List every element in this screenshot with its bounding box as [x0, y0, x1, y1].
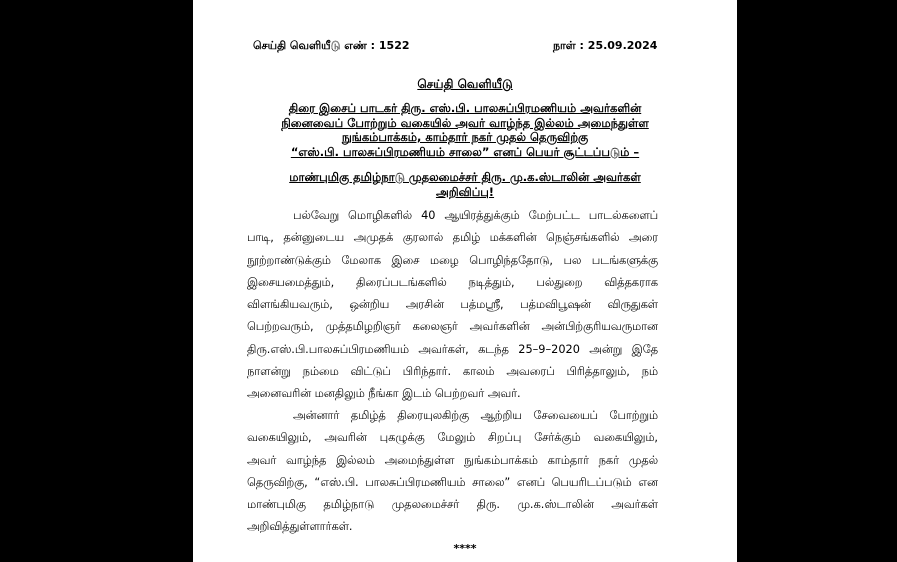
release-date: நாள் : 25.09.2024 [553, 39, 658, 52]
release-number: செய்தி வெளியீடு எண் : 1522 [253, 39, 410, 52]
paragraph-line: அன்னார் தமிழ்த் திரையுலகிற்கு ஆற்றிய சேவையைப் போற்றும் [293, 409, 658, 422]
paragraph-line: அவர் வாழ்ந்த இல்லம் அமைந்துள்ள நுங்கம்பாக்கம் காம்தார் நகர் முதல் [247, 453, 658, 467]
announcement-line: அறிவிப்பு! [435, 185, 495, 199]
paragraph-line: நாளன்று நம்மை விட்டுப் பிரிந்தார். காலம் அவரைப் பிரித்தாலும், நம் [247, 365, 658, 379]
paragraph-line: பாடி, தன்னுடைய அமுதக் குரலால் தமிழ் மக்களின் நெஞ்சங்களில் அரை [247, 231, 658, 245]
document-page [193, 0, 737, 562]
paragraph-line: இசையமைத்தும், திரைப்படங்களில் நடித்தும், பல்துறை வித்தகராக [247, 275, 658, 289]
document-title: செய்தி வெளியீடு [417, 77, 513, 91]
end-mark: **** [453, 542, 477, 555]
subject-line: நுங்கம்பாக்கம், காம்தார் நகர் முதல் தெருவிற்கு [341, 130, 589, 144]
paragraph-line: விளங்கியவரும், ஒன்றிய அரசின் பத்மஸ்ரீ, பத்மவிபூஷன் விருதுகள் [247, 298, 658, 312]
paragraph-line: பல்வேறு மொழிகளில் 40 ஆயிரத்துக்கும் மேற்பட்ட பாடல்களைப் [293, 209, 658, 222]
announcement-heading [193, 170, 737, 200]
paragraph-line: அறிவித்துள்ளார்கள். [247, 520, 353, 534]
announcement-line: மாண்புமிகு தமிழ்நாடு முதலமைச்சர் திரு. மு.க.ஸ்டாலின் அவர்கள் [289, 170, 641, 184]
paragraph-line: மாண்புமிகு தமிழ்நாடு முதலமைச்சர் திரு. மு.க.ஸ்டாலின் அவர்கள் [247, 498, 658, 512]
subject-line: நினைவைப் போற்றும் வகையில் அவர் வாழ்ந்த இல்லம் அமைந்துள்ள [281, 115, 649, 130]
paragraph-line: பெற்றவரும், முத்தமிழறிஞர் கலைஞர் அவர்களின் அன்பிற்குரியவருமான [247, 320, 658, 334]
subject-line: திரை இசைப் பாடகர் திரு. எஸ்.பி. பாலசுப்பிரமணியம் அவர்களின் [288, 101, 642, 115]
paragraph-line: திரு.எஸ்.பி.பாலசுப்பிரமணியம் அவர்கள், கடந்த 25–9–2020 அன்று இதே [247, 342, 658, 356]
subject-heading [193, 101, 737, 159]
paragraph-line: அனைவரின் மனதிலும் நீங்கா இடம் பெற்றவர் அவர். [247, 387, 521, 401]
subject-line: “எஸ்.பி. பாலசுப்பிரமணியம் சாலை” எனப் பெயர் சூட்டப்படும் – [290, 144, 640, 159]
body-paragraph-2 [247, 405, 658, 539]
paragraph-line: தெருவிற்கு, “எஸ்.பி. பாலசுப்பிரமணியம் சாலை” எனப் பெயரிடப்படும் என [247, 475, 658, 489]
left-background [0, 0, 193, 562]
body-paragraph-1 [247, 205, 658, 406]
paragraph-line: வகையிலும், அவரின் புகழுக்கு மேலும் சிறப்பு சேர்க்கும் வகையிலும், [247, 431, 658, 445]
right-background [737, 0, 897, 562]
paragraph-line: நூற்றாண்டுக்கும் மேலாக இசை மழை பொழிந்ததோடு, பல படங்களுக்கு [247, 253, 658, 267]
